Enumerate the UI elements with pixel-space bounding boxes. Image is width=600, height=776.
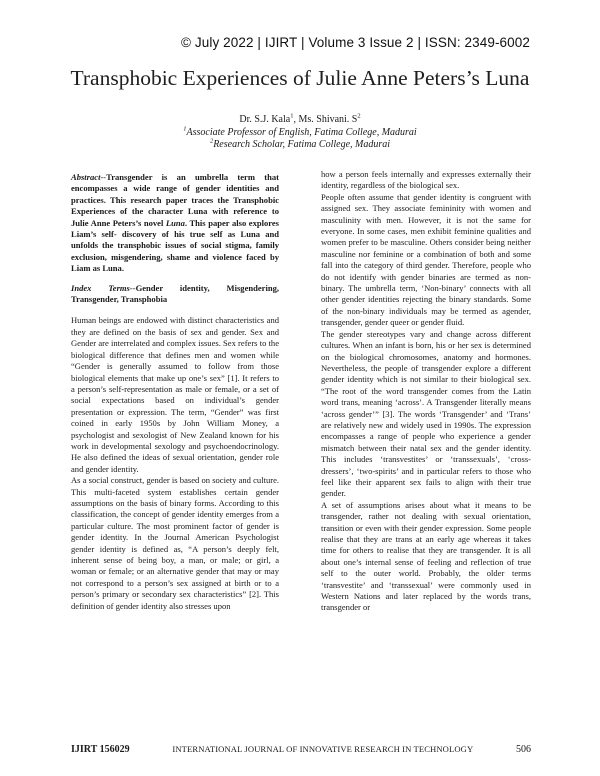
author-separator: , — [293, 114, 299, 125]
abstract-label: Abstract-- — [71, 172, 107, 182]
affiliation-marker: 1 — [183, 125, 187, 133]
novel-title: Luna — [165, 217, 185, 228]
affiliation-text: Associate Professor of English, Fatima College, Madurai — [186, 126, 417, 138]
affiliation-marker: 2 — [357, 112, 361, 120]
author-name: Dr. S.J. Kala — [239, 114, 291, 125]
abstract-text: Transgender is an umbrella term that encompasses a wide range of gender identities and practices. This research paper traces the Transphobic Experiences of the character Luna with reference to Julie Anne Peters’s novel — [71, 172, 279, 228]
author-line — [0, 114, 600, 127]
page-number: 506 — [516, 744, 531, 755]
body-paragraph: A set of assumptions arises about what it means to be transgender, rather not dealing with sexual orientation, transition or even with their gender expression. Some people realise that they are trans at an early age whereas it takes time for others to realise that they are transgender. It is all about one’s internal sense of feeling and reflection of true self to the outer world. Probably, the older terms ‘transvestite’ and ‘transsexual’ were commonly used in Western Nations and later replaced by the words trans, transgender or — [321, 499, 531, 613]
abstract — [71, 172, 279, 275]
body-paragraph: People often assume that gender identity is congruent with assigned sex. They associate femininity with women and masculinity with men. However, it is not the same for everyone. In some cases, men exhibit feminine qualities and women prefer to be masculine. Others consider being neither masculine nor feminine or a combination of both and some fall into the category of third gender. Therefore, people who do not identify with gender binaries are termed as non-binary. The umbrella term, ‘Non-binary’ connects with all other gender identities rejecting the binary standards. Some of the non-binary individuals may be termed as agender, transgender, gender queer or gender fluid. — [321, 191, 531, 328]
index-terms-label: Index Terms-- — [71, 282, 136, 293]
index-terms-text: Gender identity, Misgendering, Transgender, Transphobia — [71, 282, 279, 305]
page-footer — [71, 744, 531, 755]
left-column — [71, 172, 279, 612]
author-block — [0, 114, 600, 152]
journal-name: INTERNATIONAL JOURNAL OF INNOVATIVE RESEARCH IN TECHNOLOGY — [172, 744, 474, 754]
affiliation-marker: 2 — [209, 137, 214, 145]
affiliation-line — [0, 139, 600, 152]
abstract-text: . This paper also explores Liam’s self- discovery of his true self as Luna and unfolds the transphobic issues of social stigma, family exclusion, misgendering, shame and violence faced by Liam as Luna. — [71, 217, 280, 274]
body-paragraph: Human beings are endowed with distinct characteristics and they are defined on the basis of sex and gender. Sex and Gender are interrelated and complex issues. Sex refers to the biological difference that defines men and women while “Gender is generally assumed to follow from those biological elements that make up one’s sex” [1]. It refers to a person’s self-representation as male or female, or a set of social expectations based on individual’s gender presentation or expression. The term, “Gender” was first coined in early 1950s by John William Money, a psychologist and sexologist of New Zealand known for his work in developmental sexology and psychoendocrinology. He also defined the ideas of sexual orientation, gender role and gender identity. — [71, 315, 279, 474]
right-column — [321, 169, 531, 614]
paper-title: Transphobic Experiences of Julie Anne Peters’s Luna — [70, 66, 530, 90]
affiliation-text: Research Scholar, Fatima College, Madurai — [213, 139, 391, 150]
affiliation-marker: 1 — [290, 112, 294, 120]
body-paragraph: The gender stereotypes vary and change across different cultures. When an infant is born, his or her sex is determined on the biological chromosomes, anatomy and hormones. Nevertheless, the people of transgender explore a different gender identity which is not similar to their biological sex. “The root of the word transgender comes from the Latin word trans, meaning ‘across’. A Transgender literally means ‘across gender’” [3]. The words ‘Transgender’ and ‘Trans’ are relatively new and widely used in 1990s. The expression encompasses a range of people who experience a gender mismatch between their natal sex and the gender identity. This includes ‘transvestites’ or ‘transsexuals’, ‘cross-dressers’, ‘two-spirits’ and in particular refers to those who feel like their apparent sex fails to align with their true gender. — [321, 328, 531, 499]
journal-masthead: © July 2022 | IJIRT | Volume 3 Issue 2 | ISSN: 2349-6002 — [180, 35, 530, 50]
index-terms — [71, 283, 279, 306]
body-paragraph: how a person feels internally and expresses externally their identity, regardless of the biological sex. — [321, 169, 531, 191]
paper-code: IJIRT 156029 — [71, 744, 130, 755]
body-paragraph: As a social construct, gender is based on society and culture. This multi-faceted system establishes certain gender assumptions on the basis of binary forms. According to this classification, the concept of gender identity emerges from a particular culture. The most prominent factor of gender is gender identity. In the Journal American Psychologist gender identity is defined as, “A person’s deeply felt, inherent sense of being boy, a man, or male; or girl, a woman or female; or an alternative gender that may or may not correspond to a person’s sex assigned at birth or to a person’s primary or secondary sex characteristics” [2]. This definition of gender identity also stresses upon — [71, 475, 279, 611]
affiliation-line — [0, 127, 600, 140]
author-name: Ms. Shivani. S — [298, 114, 358, 125]
